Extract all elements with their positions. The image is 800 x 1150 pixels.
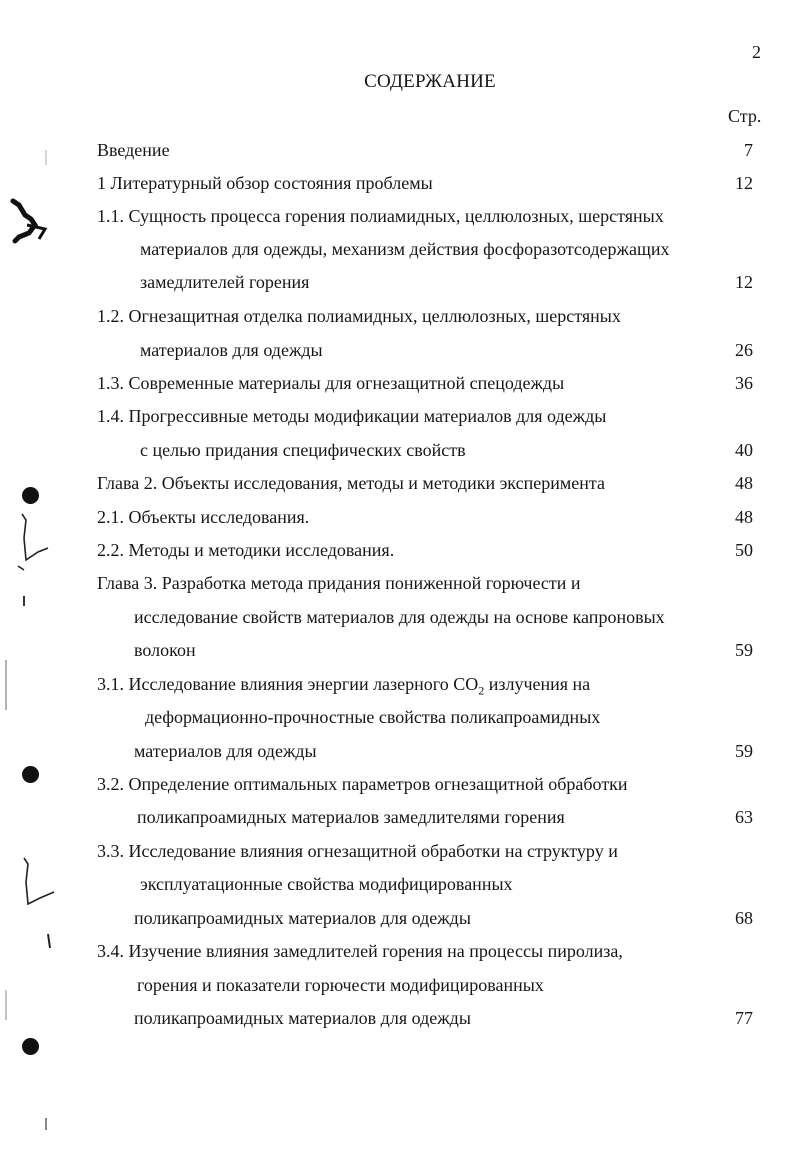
toc-line: 1.3. Современные материалы для огнезащитной спецодежды	[97, 373, 565, 393]
document-title: СОДЕРЖАНИЕ	[364, 71, 496, 92]
toc-line: поликапроамидных материалов замедлителями горения	[137, 807, 565, 827]
toc-line: эксплуатационные свойства модифицированных	[140, 874, 513, 894]
toc-page-number: 59	[735, 741, 753, 761]
toc-line: 1.1. Сущность процесса горения полиамидных, целлюлозных, шерстяных	[97, 206, 664, 226]
toc-line: исследование свойств материалов для одежды на основе капроновых	[134, 607, 665, 627]
toc-line: Введение	[97, 140, 170, 160]
toc-line: волокон	[134, 640, 196, 660]
toc-line: 1.4. Прогрессивные методы модификации материалов для одежды	[97, 406, 607, 426]
toc-line: Глава 2. Объекты исследования, методы и методики эксперимента	[97, 473, 605, 493]
toc-page-number: 12	[735, 272, 753, 292]
toc-page-number: 50	[735, 540, 753, 560]
toc-line: 3.4. Изучение влияния замедлителей горения на процессы пиролиза,	[97, 941, 623, 961]
toc-page-number: 63	[735, 807, 753, 827]
toc-line: 2.1. Объекты исследования.	[97, 507, 310, 527]
toc-line-text: излучения на	[484, 674, 591, 694]
scan-edge-lines	[0, 0, 60, 1150]
toc-line: 3.2. Определение оптимальных параметров огнезащитной обработки	[97, 774, 628, 794]
toc-line: 1.2. Огнезащитная отделка полиамидных, целлюлозных, шерстяных	[97, 306, 621, 326]
toc-line: материалов для одежды	[134, 741, 317, 761]
toc-page-number: 77	[735, 1008, 753, 1028]
toc-page-number: 68	[735, 908, 753, 928]
toc-line: замедлителей горения	[140, 272, 310, 292]
toc-page-number: 59	[735, 640, 753, 660]
toc-line: с целью придания специфических свойств	[140, 440, 466, 460]
toc-line: материалов для одежды	[140, 340, 323, 360]
toc-page-number: 7	[744, 140, 753, 160]
toc-line-text: 3.1. Исследование влияния энергии лазерного СО	[97, 674, 479, 694]
toc-line	[97, 673, 590, 702]
toc-line: материалов для одежды, механизм действия фосфоразотсодержащих	[140, 239, 670, 259]
toc-page-number: 48	[735, 473, 753, 493]
page-number: 2	[752, 42, 761, 62]
toc-line: поликапроамидных материалов для одежды	[134, 908, 471, 928]
toc-line: Глава 3. Разработка метода придания пониженной горючести и	[97, 573, 581, 593]
co2-subscript: 2	[478, 683, 485, 698]
toc-page-number: 40	[735, 440, 753, 460]
toc-line: деформационно-прочностные свойства поликапроамидных	[145, 707, 601, 727]
toc-page-number: 48	[735, 507, 753, 527]
toc-page-number: 36	[735, 373, 753, 393]
toc-line: 1 Литературный обзор состояния проблемы	[97, 173, 433, 193]
page-column-header: Стр.	[728, 106, 762, 126]
toc-page-number: 26	[735, 340, 753, 360]
toc-page-number: 12	[735, 173, 753, 193]
toc-line: поликапроамидных материалов для одежды	[134, 1008, 471, 1028]
toc-line: горения и показатели горючести модифицированных	[137, 975, 544, 995]
toc-line: 2.2. Методы и методики исследования.	[97, 540, 395, 560]
toc-line: 3.3. Исследование влияния огнезащитной обработки на структуру и	[97, 841, 618, 861]
